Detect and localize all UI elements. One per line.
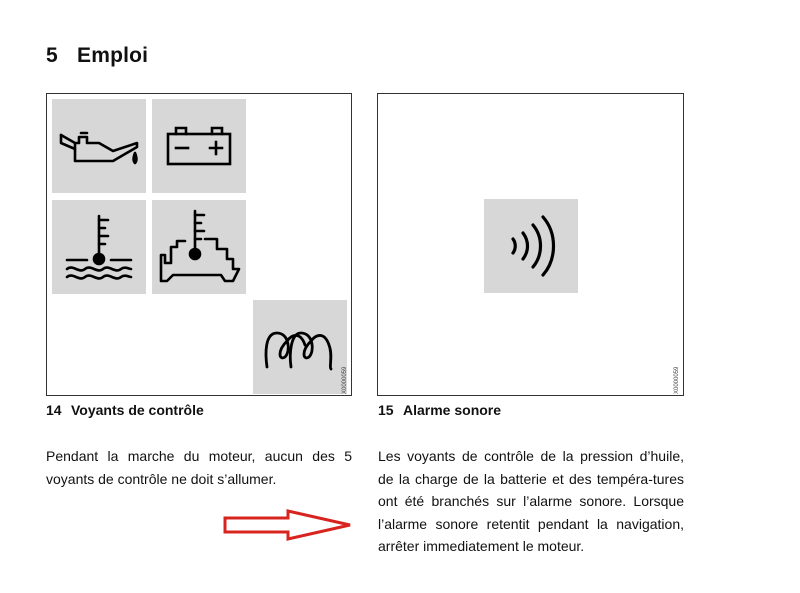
figure-14-caption	[46, 402, 204, 418]
battery-charge-icon	[152, 99, 246, 193]
figure-15-paragraph: Les voyants de contrôle de la pression d’huile, de la charge de la batterie et des tempéra-tures ont été branchés sur l’alarme sonore. Lorsque l’alarme sonore retentit pendant la navigation, arrêter immediatement le moteur.	[378, 448, 684, 554]
engine-temperature-icon	[152, 200, 246, 294]
figure-14-frame	[46, 93, 352, 396]
sound-alarm-icon	[484, 199, 578, 293]
figure-14-number: 14	[46, 402, 62, 418]
figure-14-paragraph: Pendant la marche du moteur, aucun des 5 voyants de contrôle ne doit s’allumer.	[46, 448, 352, 487]
figure-14-id: X0000059	[342, 366, 348, 394]
red-arrow-icon	[222, 508, 354, 542]
glow-plug-icon	[253, 300, 347, 394]
figure-15-id: X0000059	[674, 366, 680, 394]
figure-15-title: Alarme sonore	[403, 402, 502, 418]
figure-15-caption	[378, 402, 501, 418]
section-title: Emploi	[77, 44, 149, 67]
oil-pressure-icon	[52, 99, 146, 193]
figure-14-title: Voyants de contrôle	[71, 402, 204, 418]
coolant-temperature-icon	[52, 200, 146, 294]
figure-15-frame	[377, 93, 684, 396]
figure-15-number: 15	[378, 402, 394, 418]
section-heading	[46, 44, 148, 68]
section-number: 5	[46, 44, 58, 67]
